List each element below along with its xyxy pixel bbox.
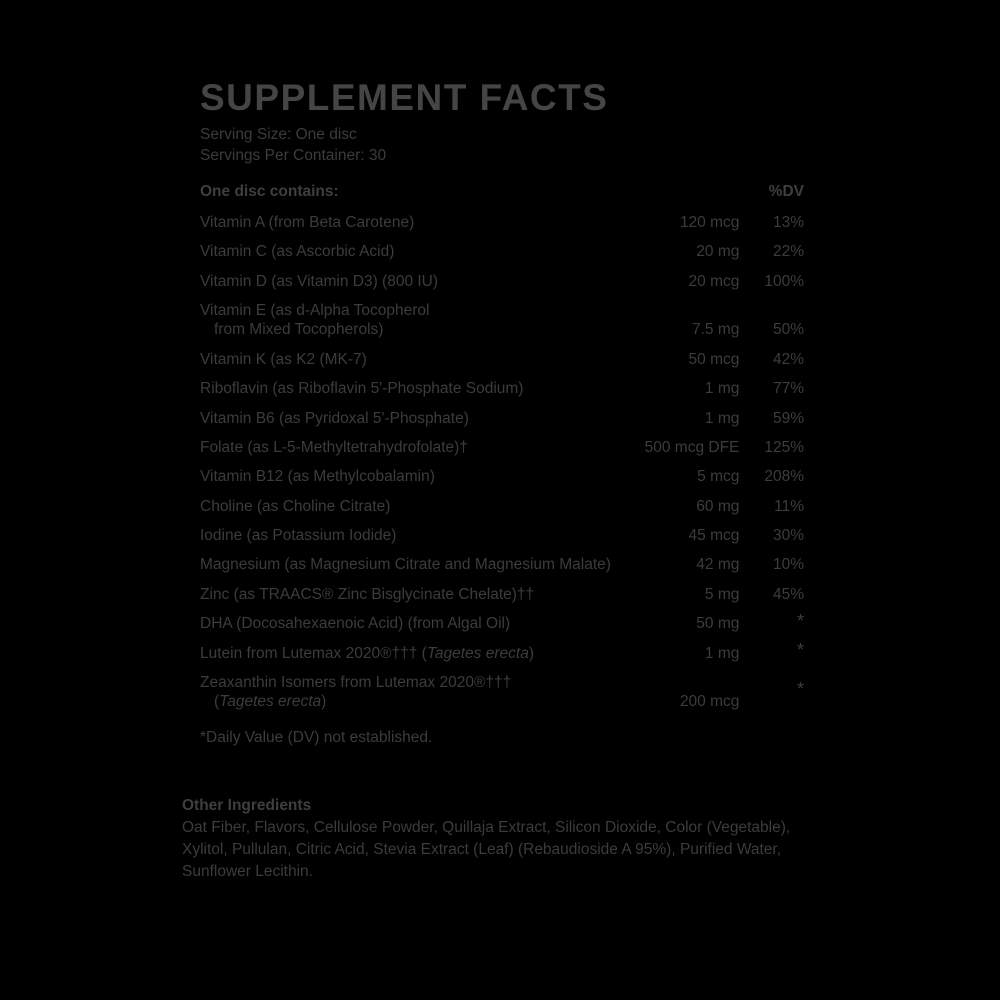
- nutrient-dv: *: [796, 610, 804, 631]
- nutrient-name: Zinc (as TRAACS® Zinc Bisglycinate Chelate)††: [200, 585, 535, 603]
- nutrient-amount: 50 mcg: [688, 350, 740, 368]
- page-title: SUPPLEMENT FACTS: [200, 77, 609, 118]
- table-row: [182, 208, 822, 237]
- nutrient-amount: 1 mg: [704, 380, 740, 398]
- nutrient-dv: 13%: [772, 213, 804, 231]
- nutrient-dv: 125%: [764, 438, 804, 456]
- nutrient-amount: 1 mg: [704, 409, 740, 427]
- nutrient-dv: 42%: [772, 350, 804, 368]
- nutrient-name-line1: Vitamin E (as d-Alpha Tocopherol: [200, 302, 430, 320]
- other-ingredients-section: [182, 797, 822, 883]
- dv-header: %DV: [768, 182, 804, 200]
- table-row: [182, 433, 822, 462]
- nutrient-amount: 50 mg: [696, 615, 740, 633]
- nutrient-amount: 500 mcg DFE: [644, 438, 740, 456]
- nutrient-dv: 11%: [774, 497, 804, 515]
- nutrient-dv: 22%: [772, 243, 804, 261]
- nutrient-name: Magnesium (as Magnesium Citrate and Magnesium Malate): [200, 556, 611, 574]
- table-row: [182, 492, 822, 521]
- serving-size: Serving Size: One disc: [200, 125, 357, 143]
- supplement-facts-panel: [182, 78, 822, 883]
- nutrient-dv: 100%: [764, 272, 804, 290]
- nutrient-name-line1: Zeaxanthin Isomers from Lutemax 2020®†††: [200, 673, 512, 691]
- servings-per-container: Servings Per Container: 30: [200, 146, 387, 164]
- table-row: [182, 668, 822, 717]
- table-row: [182, 345, 822, 374]
- nutrient-amount: 45 mcg: [688, 527, 740, 545]
- nutrient-name: Vitamin D (as Vitamin D3) (800 IU): [200, 272, 439, 290]
- nutrient-name: DHA (Docosahexaenoic Acid) (from Algal Oil): [200, 615, 511, 633]
- daily-value-footnote: *Daily Value (DV) not established.: [200, 728, 433, 746]
- nutrient-name: Riboflavin (as Riboflavin 5'-Phosphate Sodium): [200, 380, 524, 398]
- nutrient-dv: *: [796, 679, 804, 700]
- nutrient-dv: 10%: [772, 556, 804, 574]
- serving-info: [200, 125, 822, 167]
- nutrient-dv: 50%: [772, 321, 804, 339]
- table-row: [182, 296, 822, 345]
- table-row: [182, 550, 822, 579]
- nutrient-dv: 77%: [772, 380, 804, 398]
- nutrient-name-line2: (Tagetes erecta): [214, 693, 327, 711]
- table-row: [182, 404, 822, 433]
- table-row: [182, 267, 822, 296]
- amount-header: [613, 177, 743, 208]
- table-row: [182, 609, 822, 638]
- nutrient-amount: 60 mg: [696, 497, 740, 515]
- nutrient-amount: 20 mg: [696, 243, 740, 261]
- table-row: [182, 521, 822, 550]
- nutrient-name: Vitamin C (as Ascorbic Acid): [200, 243, 395, 261]
- other-ingredients-body: Oat Fiber, Flavors, Cellulose Powder, Quillaja Extract, Silicon Dioxide, Color (Vegetable), Xylitol, Pullulan, Citric Acid, Stevia Extract (Leaf) (Rebaudioside A 95%), Purified Water, Sunflower Lecithin.: [182, 818, 791, 880]
- nutrient-amount: 120 mcg: [679, 213, 740, 231]
- nutrient-amount: 7.5 mg: [692, 321, 740, 339]
- table-row: [182, 462, 822, 491]
- nutrient-name: Vitamin K (as K2 (MK-7): [200, 350, 367, 368]
- nutrient-name: Vitamin A (from Beta Carotene): [200, 213, 415, 231]
- nutrient-name: [182, 296, 613, 345]
- table-row: [182, 237, 822, 266]
- supplement-facts-table: [182, 177, 822, 717]
- nutrient-dv: 30%: [772, 527, 804, 545]
- table-row: [182, 639, 822, 668]
- nutrient-amount: 5 mcg: [697, 468, 740, 486]
- nutrient-name: Iodine (as Potassium Iodide): [200, 527, 397, 545]
- nutrient-name: Choline (as Choline Citrate): [200, 497, 391, 515]
- nutrient-amount: 42 mg: [696, 556, 740, 574]
- other-ingredients-title: Other Ingredients: [182, 796, 312, 814]
- nutrient-dv: *: [796, 640, 804, 661]
- nutrient-name-line2: from Mixed Tocopherols): [214, 321, 384, 339]
- nutrient-dv: 59%: [772, 409, 804, 427]
- nutrient-name: [182, 668, 613, 717]
- nutrient-name: Folate (as L-5-Methyltetrahydrofolate)†: [200, 438, 468, 456]
- nutrient-amount: 200 mcg: [679, 693, 740, 711]
- table-row: [182, 580, 822, 609]
- nutrient-name: Vitamin B12 (as Methylcobalamin): [200, 468, 435, 486]
- nutrient-dv: 208%: [764, 468, 804, 486]
- nutrient-name: Lutein from Lutemax 2020®††† (Tagetes erecta): [200, 644, 534, 662]
- table-header-row: [182, 177, 822, 208]
- nutrient-amount: 5 mg: [704, 585, 740, 603]
- nutrient-dv: 45%: [772, 585, 804, 603]
- table-row: [182, 374, 822, 403]
- nutrient-amount: 1 mg: [704, 644, 740, 662]
- contains-header: One disc contains:: [200, 182, 339, 200]
- nutrient-name: Vitamin B6 (as Pyridoxal 5'-Phosphate): [200, 409, 469, 427]
- nutrient-amount: 20 mcg: [688, 272, 740, 290]
